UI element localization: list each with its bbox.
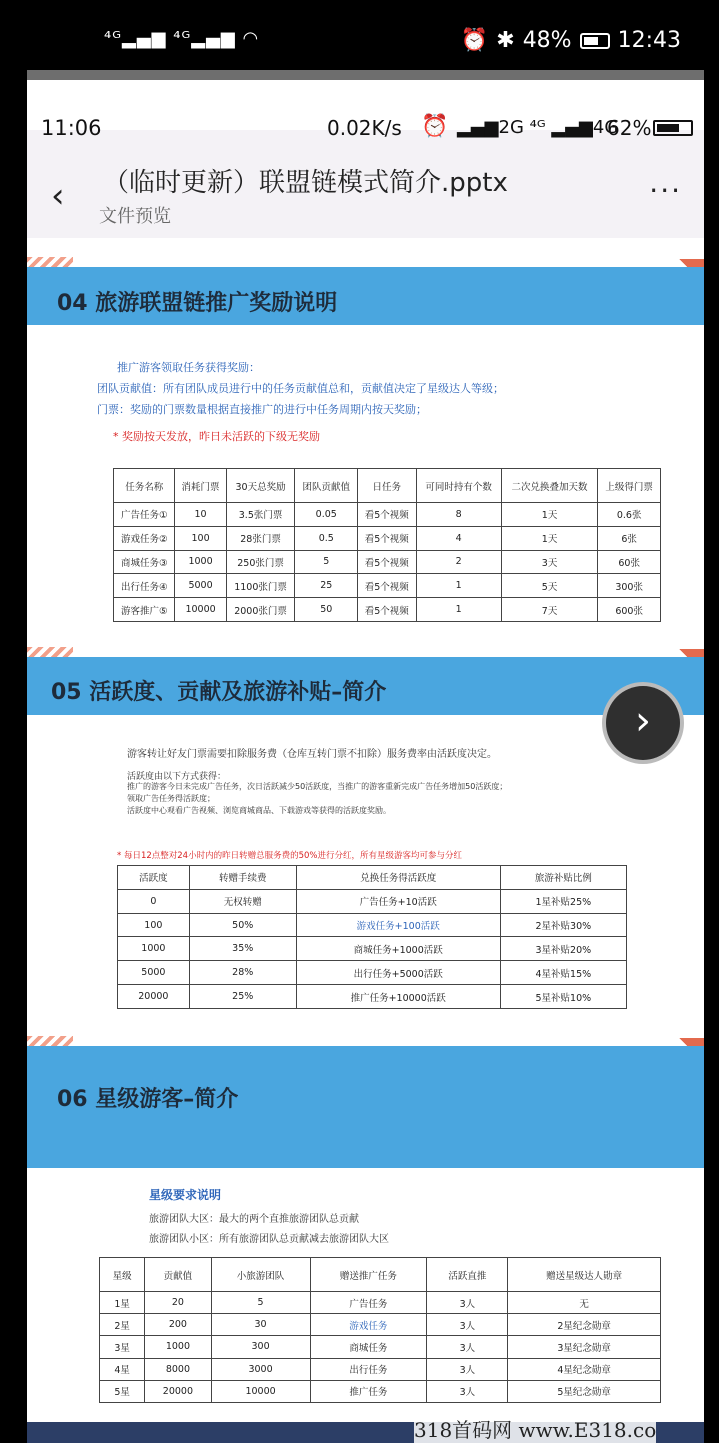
signal-wifi-icons: ⁴ᴳ▂▄▆ ⁴ᴳ▂▄▆ ◠ xyxy=(104,28,260,49)
table-header: 贡献值 xyxy=(145,1258,211,1292)
table-cell: 看5个视频 xyxy=(358,503,416,527)
table-cell: 2 xyxy=(416,550,501,574)
text-line: 领取广告任务得活跃度； xyxy=(127,794,215,803)
table-cell: 10000 xyxy=(175,598,226,622)
network-speed: 0.02K/s xyxy=(327,116,402,140)
table-header: 二次兑换叠加天数 xyxy=(501,469,598,503)
inner-clock: 11:06 xyxy=(41,116,102,140)
text-line: 团队贡献值：所有团队成员进行中的任务贡献值总和，贡献值决定了星级达人等级； xyxy=(97,382,504,395)
table-cell: 1 xyxy=(416,598,501,622)
table-cell: 200 xyxy=(145,1314,211,1336)
table-cell: 广告任务+10活跃 xyxy=(296,889,500,913)
table-cell: 商城任务+1000活跃 xyxy=(296,937,500,961)
slide-title: 04 旅游联盟链推广奖励说明 xyxy=(57,291,338,316)
table-header-row xyxy=(118,866,627,890)
table-cell: 1000 xyxy=(175,550,226,574)
slide-title: 05 活跃度、贡献及旅游补贴–简介 xyxy=(51,680,387,705)
table-header: 可同时持有个数 xyxy=(416,469,501,503)
warning-text: * 每日12点整对24小时内的昨日转赠总服务费的50%进行分红，所有星级游客均可参与分红 xyxy=(117,851,462,861)
activity-table xyxy=(117,865,627,1009)
table-header: 团队贡献值 xyxy=(295,469,358,503)
table-cell: 5000 xyxy=(118,961,190,985)
table-cell: 3星纪念勋章 xyxy=(508,1336,661,1358)
blurred-top-strip xyxy=(27,70,704,80)
table-cell: 25% xyxy=(189,985,296,1009)
battery-percent: 48% xyxy=(522,28,572,53)
more-options-button[interactable]: ··· xyxy=(649,174,682,207)
table-cell: 50% xyxy=(189,913,296,937)
table-cell: 1天 xyxy=(501,526,598,550)
table-cell: 4星 xyxy=(100,1358,145,1380)
text-line: 旅游团队大区：最大的两个直推旅游团队总贡献 xyxy=(149,1214,359,1225)
table-cell: 游客推广⑤ xyxy=(114,598,175,622)
table-cell: 100 xyxy=(175,526,226,550)
bluetooth-icon: ✱ xyxy=(496,28,515,53)
battery-icon xyxy=(580,33,610,49)
table-cell: 7天 xyxy=(501,598,598,622)
table-row xyxy=(114,550,661,574)
table-cell: 3人 xyxy=(427,1358,508,1380)
star-level-table xyxy=(99,1257,661,1403)
slide-title: 06 星级游客–简介 xyxy=(57,1087,239,1112)
table-cell: 4星补贴15% xyxy=(500,961,626,985)
table-cell: 2星纪念勋章 xyxy=(508,1314,661,1336)
table-cell: 无 xyxy=(508,1292,661,1314)
table-row xyxy=(118,961,627,985)
table-row xyxy=(100,1336,661,1358)
table-cell: 2000张门票 xyxy=(226,598,295,622)
table-cell: 看5个视频 xyxy=(358,550,416,574)
table-cell: 5000 xyxy=(175,574,226,598)
watermark-text: 318首码网 www.E318.co xyxy=(414,1414,656,1443)
text-line: 推广的游客今日未完成广告任务，次日活跃减少50活跃度，当推广的游客重新完成广告任务增加50活跃度； xyxy=(127,782,508,791)
table-cell: 3天 xyxy=(501,550,598,574)
table-header-row xyxy=(114,469,661,503)
table-header: 星级 xyxy=(100,1258,145,1292)
table-cell: 游戏任务② xyxy=(114,526,175,550)
table-cell: 10000 xyxy=(211,1380,310,1402)
table-row xyxy=(100,1358,661,1380)
table-cell: 1000 xyxy=(118,937,190,961)
table-cell: 8000 xyxy=(145,1358,211,1380)
slide-05 xyxy=(27,645,704,1030)
table-cell: 25 xyxy=(295,574,358,598)
table-cell: 20000 xyxy=(145,1380,211,1402)
table-cell: 游戏任务+100活跃 xyxy=(296,913,500,937)
table-row xyxy=(100,1380,661,1402)
table-header: 赠送推广任务 xyxy=(310,1258,427,1292)
slide-04 xyxy=(27,253,704,643)
table-cell: 3000 xyxy=(211,1358,310,1380)
table-cell: 60张 xyxy=(598,550,661,574)
cell-signal-icons: ▂▄▆2G ⁴ᴳ ▂▄▆4G xyxy=(457,117,619,138)
table-cell: 5星补贴10% xyxy=(500,985,626,1009)
table-cell: 无权转赠 xyxy=(189,889,296,913)
table-row xyxy=(118,889,627,913)
table-header: 赠送星级达人勋章 xyxy=(508,1258,661,1292)
table-cell: 1天 xyxy=(501,503,598,527)
table-cell: 0.5 xyxy=(295,526,358,550)
table-cell: 5星纪念勋章 xyxy=(508,1380,661,1402)
text-line: 推广游客领取任务获得奖励： xyxy=(117,361,260,374)
table-header: 任务名称 xyxy=(114,469,175,503)
table-cell: 6张 xyxy=(598,526,661,550)
table-header-row xyxy=(100,1258,661,1292)
table-cell: 0.05 xyxy=(295,503,358,527)
table-header: 消耗门票 xyxy=(175,469,226,503)
table-header: 日任务 xyxy=(358,469,416,503)
table-cell: 50 xyxy=(295,598,358,622)
table-row xyxy=(114,503,661,527)
table-cell: 35% xyxy=(189,937,296,961)
table-cell: 300张 xyxy=(598,574,661,598)
table-cell: 推广任务+10000活跃 xyxy=(296,985,500,1009)
table-cell: 看5个视频 xyxy=(358,598,416,622)
table-cell: 看5个视频 xyxy=(358,574,416,598)
slide-06 xyxy=(27,1034,704,1414)
table-cell: 2星 xyxy=(100,1314,145,1336)
table-cell: 3人 xyxy=(427,1314,508,1336)
back-button[interactable]: ‹ xyxy=(51,176,65,216)
text-line: 门票：奖励的门票数量根据直接推广的进行中任务周期内按天奖励； xyxy=(97,403,427,416)
table-cell: 5星 xyxy=(100,1380,145,1402)
table-cell: 28张门票 xyxy=(226,526,295,550)
table-cell: 出行任务 xyxy=(310,1358,427,1380)
outer-status-right xyxy=(461,28,681,53)
table-header: 旅游补贴比例 xyxy=(500,866,626,890)
table-cell: 1000 xyxy=(145,1336,211,1358)
table-cell: 1 xyxy=(416,574,501,598)
table-cell: 20000 xyxy=(118,985,190,1009)
next-slide-button[interactable]: › xyxy=(606,686,680,760)
text-line: 活跃度中心观看广告视频、浏览商城商品、下载游戏等获得的活跃度奖励。 xyxy=(127,806,391,815)
table-cell: 3星 xyxy=(100,1336,145,1358)
table-header: 活跃直推 xyxy=(427,1258,508,1292)
text-line: 活跃度由以下方式获得： xyxy=(127,772,227,782)
table-row xyxy=(114,598,661,622)
table-cell: 28% xyxy=(189,961,296,985)
table-header: 小旅游团队 xyxy=(211,1258,310,1292)
file-preview-label: 文件预览 xyxy=(99,206,171,227)
table-cell: 5 xyxy=(295,550,358,574)
table-cell: 推广任务 xyxy=(310,1380,427,1402)
inner-battery-percent: 62% xyxy=(607,116,652,140)
table-cell: 1星 xyxy=(100,1292,145,1314)
table-cell: 3人 xyxy=(427,1380,508,1402)
table-cell: 250张门票 xyxy=(226,550,295,574)
table-header: 上级得门票 xyxy=(598,469,661,503)
table-cell: 游戏任务 xyxy=(310,1314,427,1336)
table-cell: 4 xyxy=(416,526,501,550)
table-cell: 5 xyxy=(211,1292,310,1314)
warning-text: * 奖励按天发放，昨日未活跃的下级无奖励 xyxy=(113,430,320,443)
table-cell: 4星纪念勋章 xyxy=(508,1358,661,1380)
text-line: 游客转让好友门票需要扣除服务费（仓库互转门票不扣除）服务费率由活跃度决定。 xyxy=(127,749,497,760)
table-cell: 广告任务 xyxy=(310,1292,427,1314)
table-cell: 出行任务+5000活跃 xyxy=(296,961,500,985)
table-row xyxy=(114,526,661,550)
table-cell: 商城任务③ xyxy=(114,550,175,574)
table-row xyxy=(114,574,661,598)
table-cell: 看5个视频 xyxy=(358,526,416,550)
table-cell: 10 xyxy=(175,503,226,527)
table-cell: 0 xyxy=(118,889,190,913)
reward-table xyxy=(113,468,661,622)
alarm-icon: ⏰ xyxy=(460,28,489,53)
battery-icon xyxy=(653,120,693,136)
table-header: 兑换任务得活跃度 xyxy=(296,866,500,890)
table-cell: 商城任务 xyxy=(310,1336,427,1358)
table-cell: 1100张门票 xyxy=(226,574,295,598)
table-cell: 30 xyxy=(211,1314,310,1336)
table-cell: 3人 xyxy=(427,1292,508,1314)
slide-subtitle: 星级要求说明 xyxy=(149,1188,222,1202)
table-cell: 5天 xyxy=(501,574,598,598)
table-row xyxy=(100,1292,661,1314)
alarm-icon: ⏰ xyxy=(421,114,449,139)
table-header: 转赠手续费 xyxy=(189,866,296,890)
photographed-screen xyxy=(27,70,704,1443)
table-cell: 1星补贴25% xyxy=(500,889,626,913)
table-cell: 600张 xyxy=(598,598,661,622)
outer-clock: 12:43 xyxy=(617,28,681,53)
table-row xyxy=(118,913,627,937)
text-line: 旅游团队小区：所有旅游团队总贡献减去旅游团队大区 xyxy=(149,1234,389,1245)
table-cell: 8 xyxy=(416,503,501,527)
table-cell: 3人 xyxy=(427,1336,508,1358)
table-cell: 300 xyxy=(211,1336,310,1358)
table-cell: 2星补贴30% xyxy=(500,913,626,937)
file-title: （临时更新）联盟链模式简介.pptx xyxy=(103,168,508,198)
outer-status-bar xyxy=(0,0,719,70)
table-cell: 3.5张门票 xyxy=(226,503,295,527)
table-cell: 0.6张 xyxy=(598,503,661,527)
table-cell: 出行任务④ xyxy=(114,574,175,598)
table-row xyxy=(118,985,627,1009)
table-cell: 100 xyxy=(118,913,190,937)
table-row xyxy=(118,937,627,961)
table-cell: 广告任务① xyxy=(114,503,175,527)
table-header: 30天总奖励 xyxy=(226,469,295,503)
table-cell: 20 xyxy=(145,1292,211,1314)
table-row xyxy=(100,1314,661,1336)
table-header: 活跃度 xyxy=(118,866,190,890)
table-cell: 3星补贴20% xyxy=(500,937,626,961)
